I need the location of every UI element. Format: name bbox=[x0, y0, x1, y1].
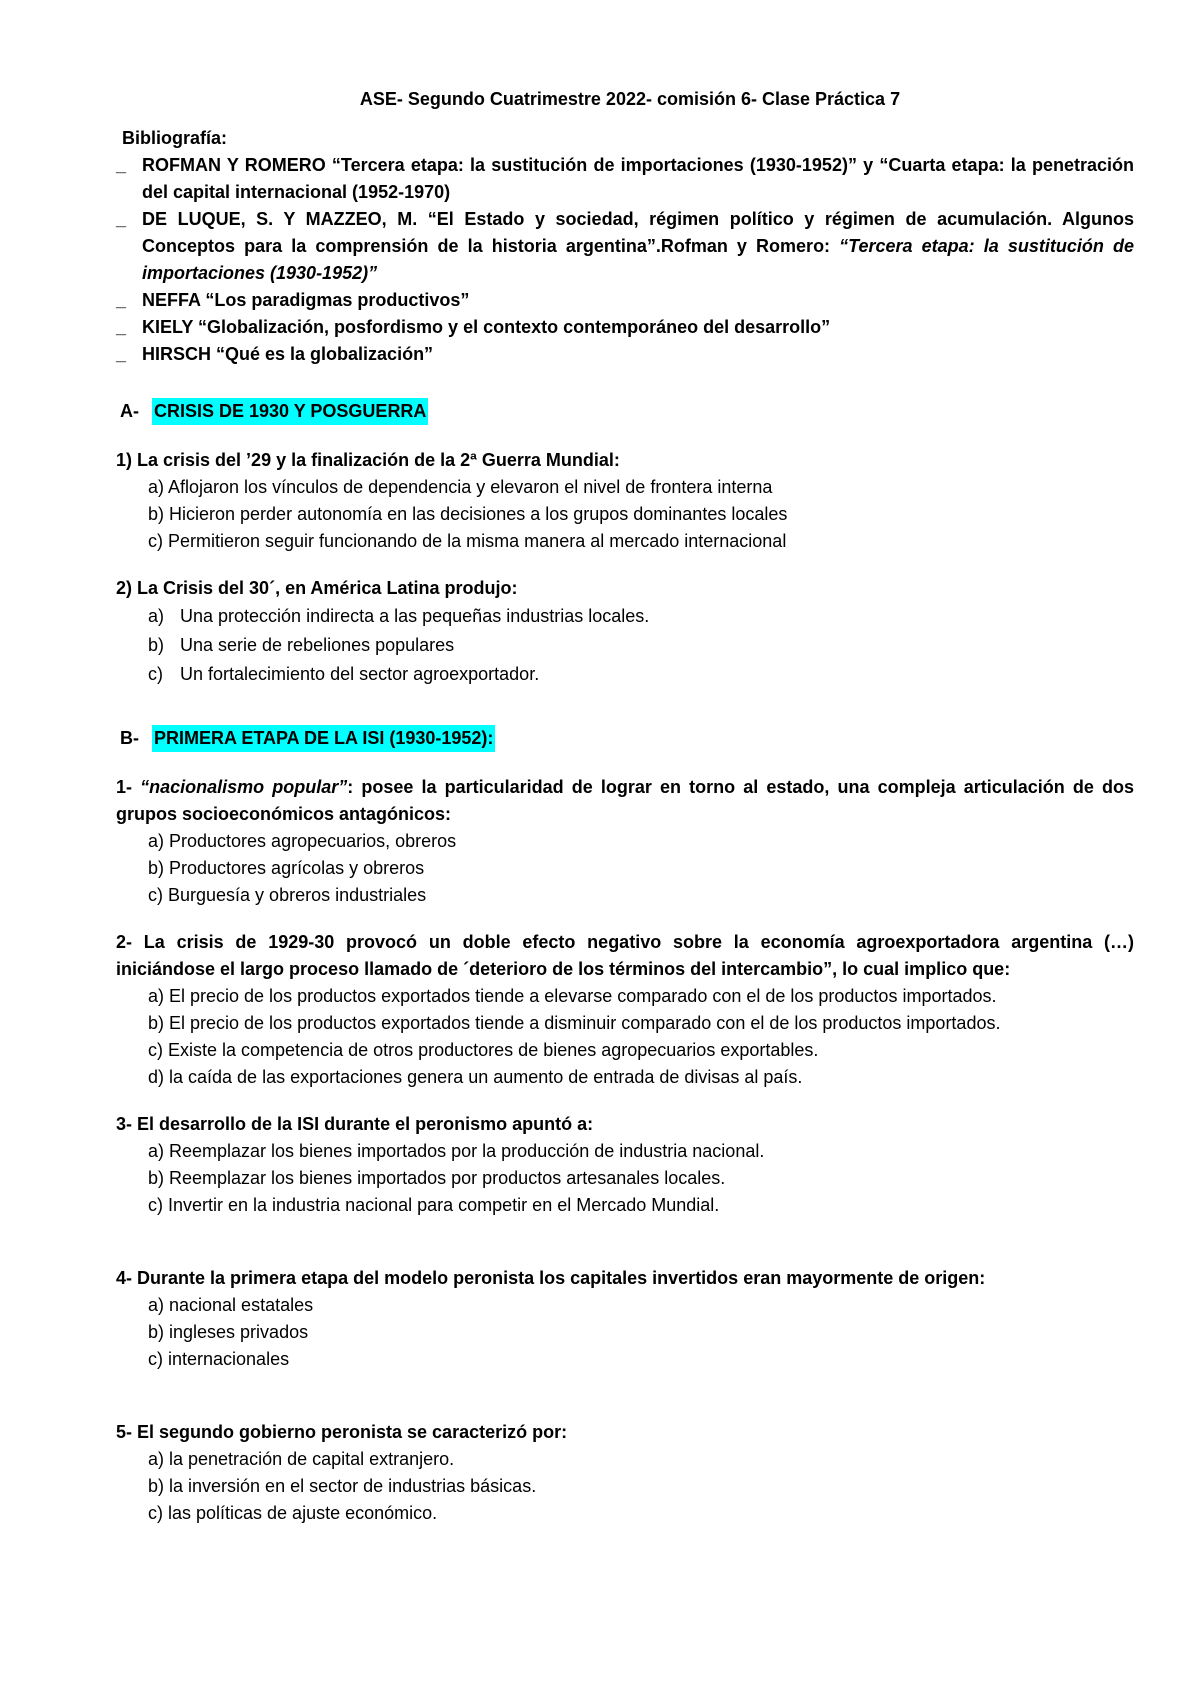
bibliography-item: _ ROFMAN Y ROMERO “Tercera etapa: la sustitución de importaciones (1930-1952)” y “Cuarta etapa: la penetración del capital internacional (1952-1970) bbox=[116, 155, 1134, 202]
answer-option: a) Aflojaron los vínculos de dependencia y elevaron el nivel de frontera interna bbox=[148, 477, 773, 497]
question-text: 2) La Crisis del 30´, en América Latina produjo: bbox=[116, 578, 518, 598]
question-block bbox=[116, 575, 1134, 689]
answer-option: c) Burguesía y obreros industriales bbox=[148, 885, 427, 905]
answer-option: b) Reemplazar los bienes importados por productos artesanales locales. bbox=[148, 1168, 726, 1188]
answer-option: c) Invertir en la industria nacional para competir en el Mercado Mundial. bbox=[148, 1195, 720, 1215]
question-text: 2- La crisis de 1929-30 provocó un doble efecto negativo sobre la economía agroexportadora argentina (…) iniciándose el largo proceso llamado de ´deterioro de los términos del intercambio”, lo cual implico que: bbox=[116, 932, 1134, 979]
bibliography-item: _ NEFFA “Los paradigmas productivos” bbox=[116, 290, 470, 310]
answer-option: a) nacional estatales bbox=[148, 1295, 314, 1315]
question-block bbox=[116, 929, 1134, 1091]
bibliography-item: _ KIELY “Globalización, posfordismo y el contexto contemporáneo del desarrollo” bbox=[116, 317, 831, 337]
bibliography-item: _ HIRSCH “Qué es la globalización” bbox=[116, 344, 434, 364]
question-text: 3- El desarrollo de la ISI durante el peronismo apuntó a: bbox=[116, 1114, 594, 1134]
answer-option: b) Hicieron perder autonomía en las decisiones a los grupos dominantes locales bbox=[148, 504, 788, 524]
section-a-heading: A- CRISIS DE 1930 Y POSGUERRA bbox=[120, 398, 1134, 425]
answer-option: a) Reemplazar los bienes importados por la producción de industria nacional. bbox=[148, 1141, 765, 1161]
answer-option: a) Una protección indirecta a las pequeñas industrias locales. bbox=[148, 606, 650, 626]
answer-option: b) ingleses privados bbox=[148, 1322, 309, 1342]
highlighted-section-label: CRISIS DE 1930 Y POSGUERRA bbox=[152, 398, 428, 425]
question-block bbox=[116, 447, 1134, 555]
question-block bbox=[116, 774, 1134, 909]
answer-option: c) Existe la competencia de otros productores de bienes agropecuarios exportables. bbox=[148, 1040, 819, 1060]
bibliography-heading: Bibliografía: bbox=[122, 128, 228, 148]
question-block bbox=[116, 1265, 1134, 1373]
answer-option: b) Una serie de rebeliones populares bbox=[148, 635, 455, 655]
answer-option: d) la caída de las exportaciones genera un aumento de entrada de divisas al país. bbox=[148, 1067, 803, 1087]
bibliography-item: _ DE LUQUE, S. Y MAZZEO, M. “El Estado y sociedad, régimen político y régimen de acumulación. Algunos Conceptos para la comprensión de la historia argentina”.Rofman y Romero: “Tercera etapa: la sustitución de importaciones (1930-1952)” bbox=[116, 209, 1135, 283]
question-text: 1) La crisis del ’29 y la finalización de la 2ª Guerra Mundial: bbox=[116, 450, 620, 470]
answer-option: b) la inversión en el sector de industrias básicas. bbox=[148, 1476, 537, 1496]
answer-option: a) la penetración de capital extranjero. bbox=[148, 1449, 455, 1469]
question-block bbox=[116, 1419, 1134, 1527]
page-title: ASE- Segundo Cuatrimestre 2022- comisión 6- Clase Práctica 7 bbox=[359, 89, 901, 109]
section-b-heading: B- PRIMERA ETAPA DE LA ISI (1930-1952): bbox=[120, 725, 1134, 752]
question-text: 4- Durante la primera etapa del modelo peronista los capitales invertidos eran mayormente de origen: bbox=[116, 1268, 986, 1288]
answer-option: c) Un fortalecimiento del sector agroexportador. bbox=[148, 664, 540, 684]
answer-option: c) internacionales bbox=[148, 1349, 290, 1369]
answer-option: c) las políticas de ajuste económico. bbox=[148, 1503, 438, 1523]
question-text: 5- El segundo gobierno peronista se caracterizó por: bbox=[116, 1422, 568, 1442]
answer-option: b) El precio de los productos exportados tiende a disminuir comparado con el de los productos importados. bbox=[148, 1013, 1001, 1033]
answer-option: b) Productores agrícolas y obreros bbox=[148, 858, 425, 878]
answer-option: c) Permitieron seguir funcionando de la misma manera al mercado internacional bbox=[148, 531, 787, 551]
answer-option: a) El precio de los productos exportados tiende a elevarse comparado con el de los productos importados. bbox=[148, 986, 997, 1006]
answer-option: a) Productores agropecuarios, obreros bbox=[148, 831, 457, 851]
question-text: 1- “nacionalismo popular”: posee la particularidad de lograr en torno al estado, una compleja articulación de dos grupos socioeconómicos antagónicos: bbox=[116, 777, 1134, 824]
highlighted-section-label: PRIMERA ETAPA DE LA ISI (1930-1952): bbox=[152, 725, 495, 752]
bibliography-list bbox=[116, 152, 1135, 368]
question-block bbox=[116, 1111, 1134, 1219]
